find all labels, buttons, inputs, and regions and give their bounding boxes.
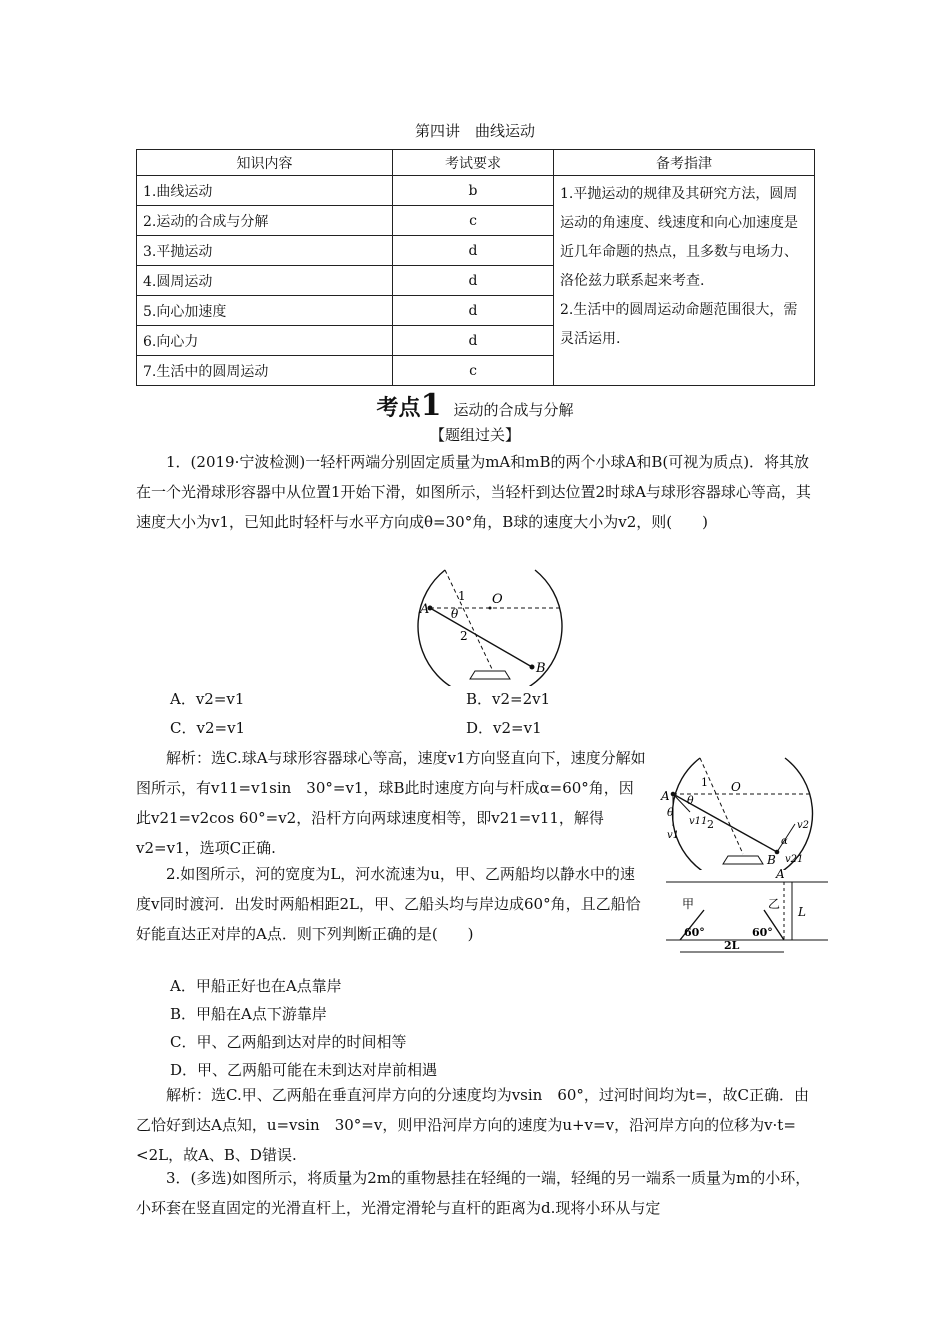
label-theta-2: θ (667, 806, 674, 819)
label-yi: 乙 (768, 897, 781, 911)
row-requirement: d (393, 236, 554, 266)
rod-position-1 (700, 758, 743, 854)
q2-stem: 2.如图所示，河的宽度为L，河水流速为u，甲、乙两船均以静水中的速度v同时渡河．出发时两船相距2L，甲、乙船头均与岸边成60°角，且乙船恰好能直达正对岸的A点．则下列判断正确的是( ) (136, 865, 641, 943)
label-1: 1 (701, 776, 708, 789)
row-requirement: c (393, 206, 554, 236)
q2-option-a: A．甲船正好也在A点靠岸 (170, 977, 342, 995)
label-v2: v2 (797, 820, 810, 831)
label-v11: v11 (689, 816, 708, 827)
lecture-title: 第四讲 曲线运动 (414, 122, 535, 140)
row-requirement: b (393, 176, 554, 206)
row-requirement: c (393, 356, 554, 386)
q2-option-c: C．甲、乙两船到达对岸的时间相等 (170, 1033, 407, 1051)
bowl-drawing (418, 570, 562, 686)
decomposition-drawing (660, 758, 813, 870)
subheading: 【题组过关】 (429, 426, 520, 444)
table-header-row (137, 150, 815, 176)
label-theta-1: θ (687, 794, 694, 807)
q3-stem: 3．(多选)如图所示，将质量为2m的重物悬挂在轻绳的一端，轻绳的另一端系一质量为m的小环，小环套在竖直固定的光滑直杆上，光滑定滑轮与直杆的距离为d.现将小环从与定 (136, 1169, 811, 1217)
header-requirement: 考试要求 (393, 150, 554, 176)
syllabus-table (136, 149, 815, 386)
figure-river-crossing (660, 868, 830, 958)
section-number: 1 (420, 388, 442, 423)
label-alpha: α (781, 836, 788, 847)
q2-analysis: 解析：选C.甲、乙两船在垂直河岸方向的分速度均为vsin 60°，过河时间均为t=，故C正确．由乙恰好到达A点知，u=vsin 30°=v，则甲沿河岸方向的速度为u+v=v，沿河岸方向的位移为v·t=<2L，故A、B、D错误. (136, 1086, 810, 1164)
header-content: 知识内容 (137, 150, 393, 176)
label-2: 2 (460, 629, 468, 643)
row-content: 5.向心加速度 (137, 296, 393, 326)
row-content: 4.圆周运动 (137, 266, 393, 296)
row-content: 1.曲线运动 (137, 176, 393, 206)
q2-option-d: D．甲、乙两船可能在未到达对岸前相遇 (170, 1061, 438, 1079)
row-requirement: d (393, 266, 554, 296)
guide-text: 1.平抛运动的规律及其研究方法，圆周运动的角速度、线速度和向心加速度是近几年命题的热点，且多数与电场力、洛伦兹力联系起来考查. 2.生活中的圆周运动命题范围很大，需灵活运用. (560, 186, 798, 347)
label-b: B (767, 853, 776, 867)
stand (723, 856, 763, 864)
label-1: 1 (458, 589, 466, 603)
label-o: O (731, 780, 741, 794)
label-b: B (536, 661, 546, 676)
label-2l: 2L (724, 939, 740, 952)
guide-cell (554, 176, 815, 386)
label-angle-yi: 60° (752, 926, 773, 939)
q1-analysis: 解析：选C.球A与球形容器球心等高，速度v1方向竖直向下，速度分解如图所示，有v11=v1sin 30°=v1，球B此时速度方向与杆成α=60°角，因此v21=v2cos 60°=v2，沿杆方向两球速度相等，即v21=v11，解得v2=v1，选项C正确. (136, 749, 646, 857)
label-jia: 甲 (682, 897, 695, 911)
row-content: 3.平抛运动 (137, 236, 393, 266)
rod-position-2 (430, 608, 532, 667)
ball-b (530, 665, 535, 670)
section-heading (0, 388, 950, 423)
q1-stem: 1．(2019·宁波检测)一轻杆两端分别固定质量为mA和mB的两个小球A和B(可视为质点)．将其放在一个光滑球形容器中从位置1开始下滑，如图所示，当轻杆到达位置2时球A与球形容器球心等高，其速度大小为v1，已知此时轻杆与水平方向成θ=30°角，B球的速度大小为v2，则( ) (136, 453, 811, 531)
label-o: O (492, 592, 503, 607)
label-a: A (661, 789, 670, 803)
table-row (137, 176, 815, 206)
stand (470, 671, 510, 679)
river-drawing (666, 868, 828, 952)
row-content: 7.生活中的圆周运动 (137, 356, 393, 386)
label-a: A (420, 602, 430, 617)
label-v1: v1 (667, 830, 680, 841)
header-guide: 备考指津 (554, 150, 815, 176)
section-topic: 运动的合成与分解 (453, 401, 574, 419)
q1-option-a: A．v2=v1 (170, 690, 245, 708)
row-content: 6.向心力 (137, 326, 393, 356)
q1-option-b: B．v2=2v1 (466, 690, 551, 708)
row-requirement: d (393, 326, 554, 356)
label-2: 2 (707, 818, 714, 831)
row-requirement: d (393, 296, 554, 326)
label-l: L (798, 905, 806, 919)
q2-option-b: B．甲船在A点下游靠岸 (170, 1005, 327, 1023)
label-v21: v21 (785, 854, 804, 865)
ball-a (671, 792, 676, 797)
figure-bowl (400, 558, 580, 686)
label-angle-jia: 60° (684, 926, 705, 939)
label-a: A (776, 868, 785, 881)
q1-option-c: C．v2=v1 (170, 719, 246, 737)
label-theta: θ (451, 607, 459, 621)
row-content: 2.运动的合成与分解 (137, 206, 393, 236)
q1-option-d: D．v2=v1 (466, 719, 542, 737)
figure-velocity-decomposition (655, 748, 830, 870)
section-label: 考点 (376, 396, 421, 421)
